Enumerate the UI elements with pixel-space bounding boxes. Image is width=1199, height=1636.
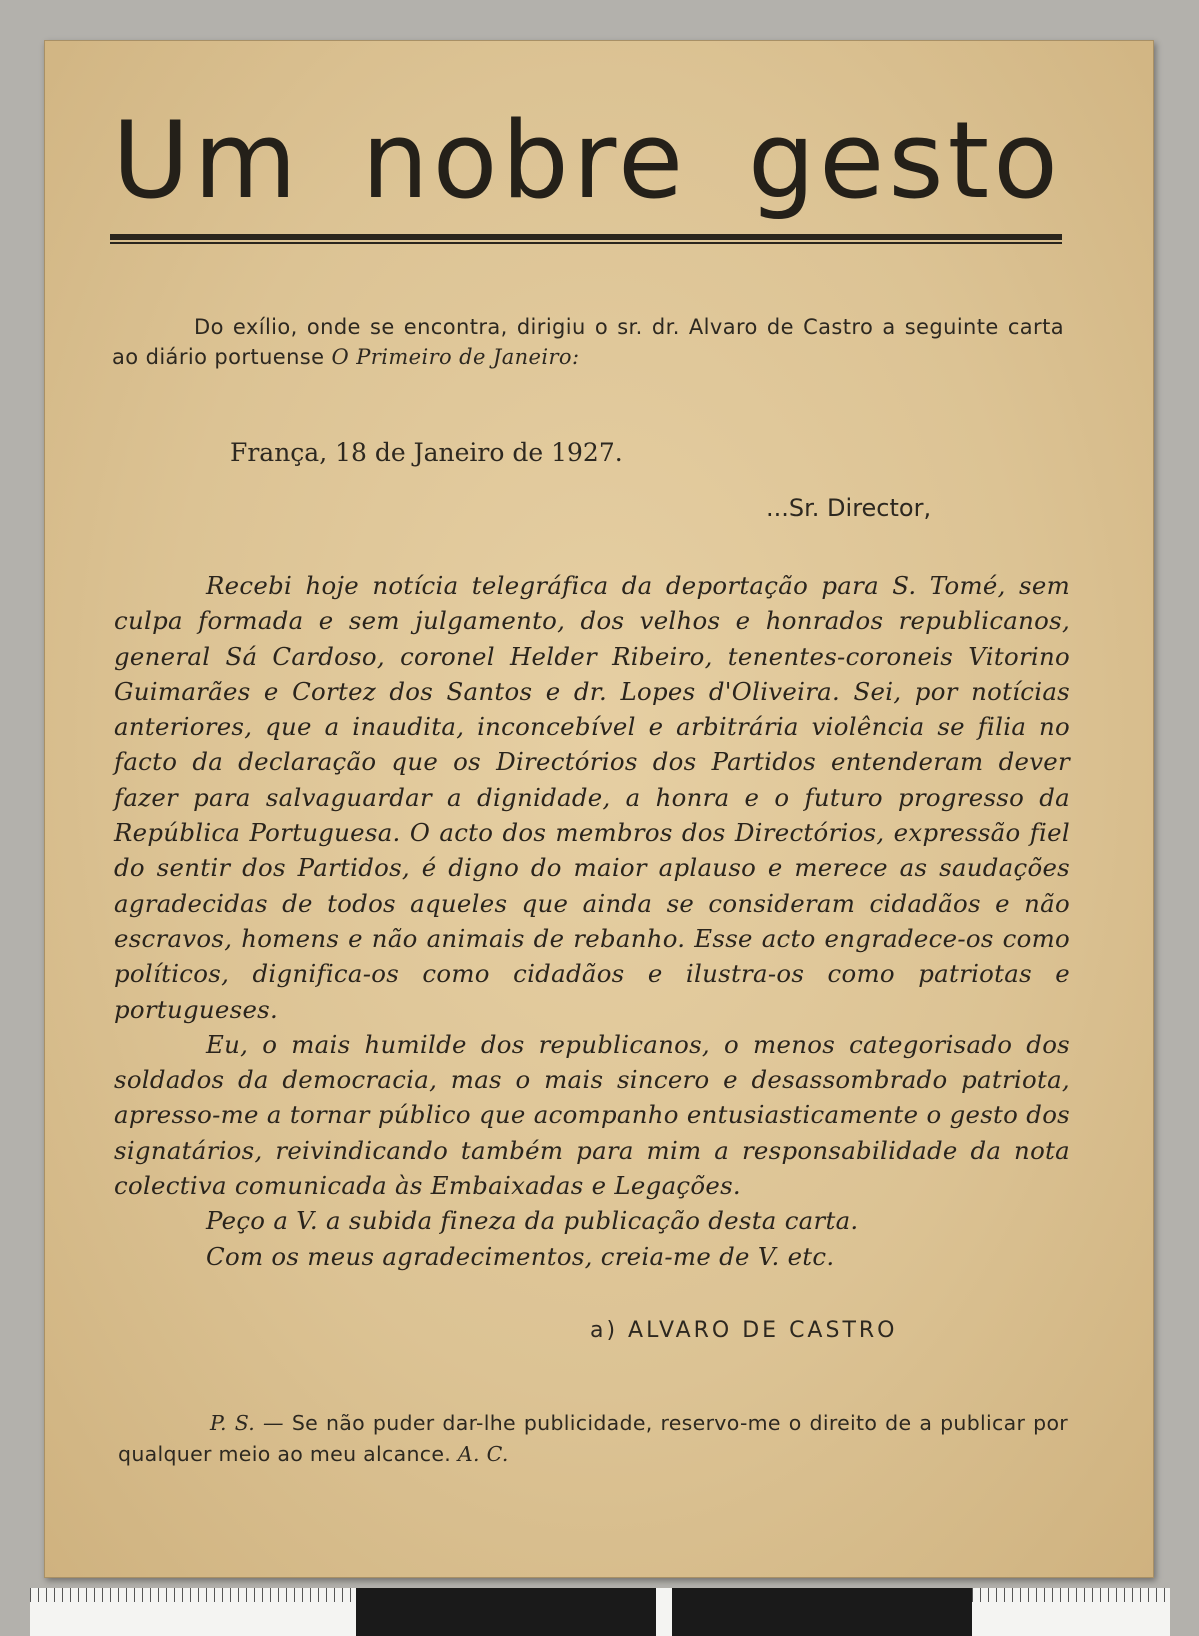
intro-text: Do exílio, onde se encontra, dirigiu o sr. dr. Alvaro de Castro a seguinte carta ao diário portuense	[112, 315, 1064, 369]
letter-body	[114, 568, 1070, 1274]
letter-paragraph: Eu, o mais humilde dos republicanos, o menos categorisado dos soldados da democracia, mas o mais sincero e desassombrado patriota, apresso-me a tornar público que acompanho entusiasticamente o gesto dos signatários, reivindicando também para mim a responsabilidade da nota colectiva comunicada às Embaixadas e Legações.	[114, 1029, 1070, 1201]
measurement-scale	[30, 1588, 1170, 1636]
letter-paragraph: Com os meus agradecimentos, creia-me de V. etc.	[206, 1241, 835, 1271]
postscript-text: Se não puder dar-lhe publicidade, reservo-me o direito de a publicar por qualquer meio ao meu alcance.	[118, 1411, 1069, 1466]
intro-paragraph	[112, 312, 1064, 372]
scale-white-segment	[30, 1588, 356, 1636]
letter-salutation: ...Sr. Director,	[766, 494, 932, 522]
title-word-nobre: nobre	[361, 99, 688, 222]
letter-signature: a) ALVARO DE CASTRO	[590, 1318, 898, 1343]
scale-black-segment	[672, 1588, 972, 1636]
scale-black-segment	[356, 1588, 656, 1636]
postscript-lead: P. S. —	[210, 1411, 284, 1435]
scale-white-segment	[656, 1588, 672, 1636]
letter-paragraph: Recebi hoje notícia telegráfica da deportação para S. Tomé, sem culpa formada e sem julgamento, dos velhos e honrados republicanos, general Sá Cardoso, coronel Helder Ribeiro, tenentes-coroneis Vitorino Guimarães e Cortez dos Santos e dr. Lopes d'Oliveira. Sei, por notícias anteriores, que a inaudita, inconcebível e arbitrária violência se filia no facto da declaração que os Directórios dos Partidos entenderam dever fazer para salvaguardar a dignidade, a honra e o futuro progresso da República Portuguesa. O acto dos membros dos Directórios, expressão fiel do sentir dos Partidos, é digno do maior aplauso e merece as saudações agradecidas de todos aqueles que ainda se consideram cidadãos e não escravos, homens e não animais de rebanho. Esse acto engradece-os como políticos, dignifica-os como cidadãos e ilustra-os como patriotas e portugueses.	[114, 571, 1070, 1024]
letter-paragraph: Peço a V. a subida fineza da publicação desta carta.	[206, 1206, 859, 1236]
title-rule-thin	[110, 242, 1062, 244]
title-rule-thick	[110, 234, 1062, 240]
postscript-initials: A. C.	[457, 1442, 509, 1466]
page-title	[112, 99, 1062, 222]
scale-white-segment	[972, 1588, 1170, 1636]
postscript	[118, 1408, 1068, 1470]
title-word-gesto: gesto	[747, 99, 1062, 222]
newspaper-name: O Primeiro de Janeiro:	[331, 345, 580, 369]
title-word-um: Um	[112, 99, 301, 222]
letter-dateline: França, 18 de Janeiro de 1927.	[230, 438, 623, 467]
